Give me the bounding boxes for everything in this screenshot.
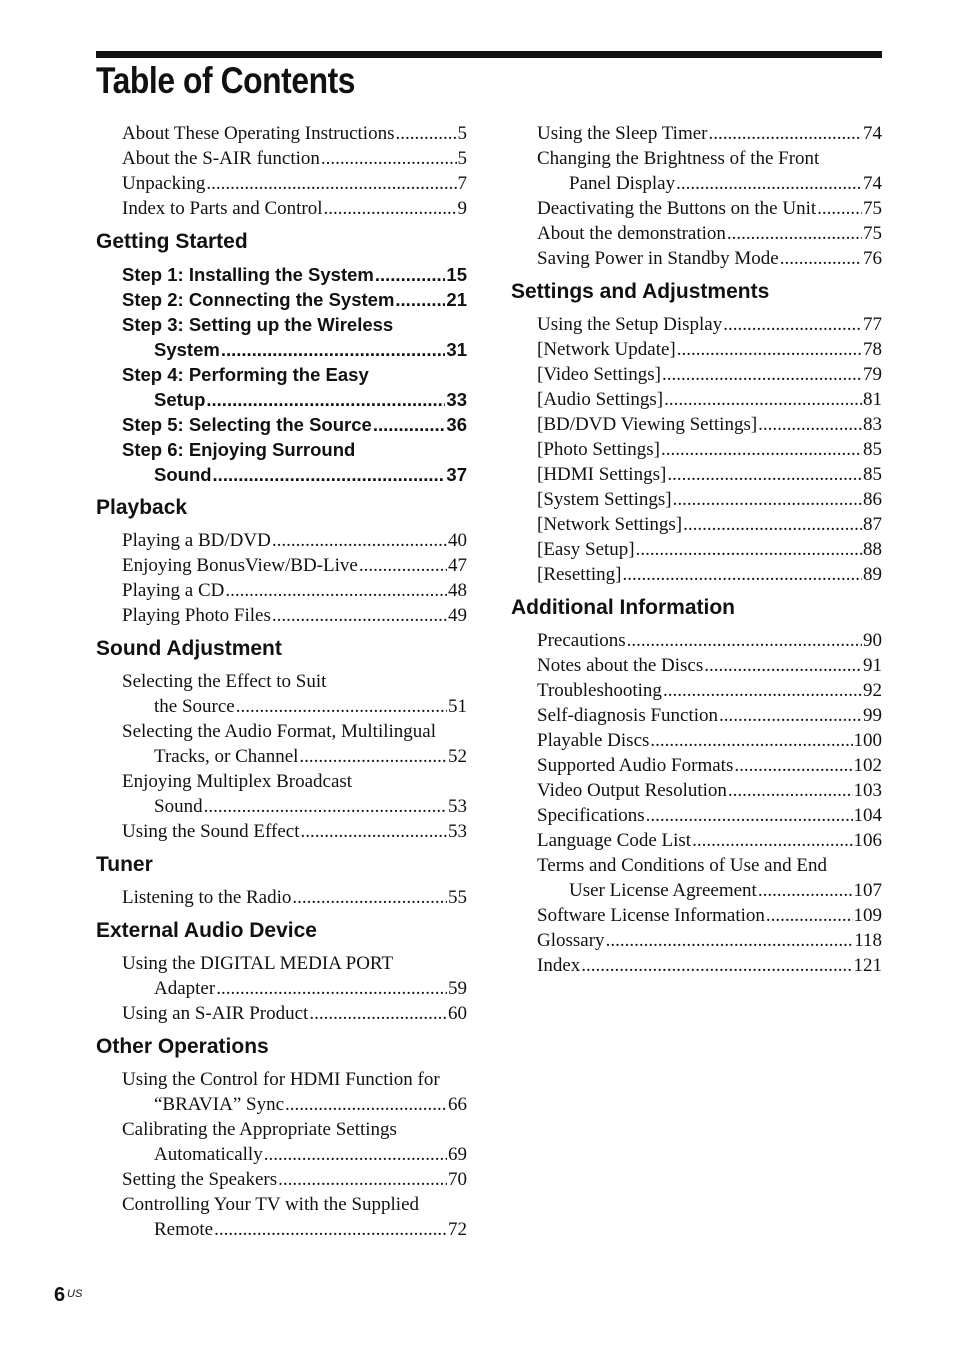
toc-entry-title: Playing a BD/DVD — [122, 530, 271, 551]
toc-entry-continuation — [122, 794, 467, 819]
toc-entry-glossary[interactable] — [537, 928, 882, 953]
toc-entry-troubleshooting[interactable] — [537, 678, 882, 703]
section-heading-settings-and-adjustments: Settings and Adjustments — [511, 280, 770, 303]
toc-entry-using-an-s-air-product[interactable] — [122, 1001, 467, 1026]
toc-entry-step-4-performing-the-easy[interactable] — [122, 362, 467, 412]
toc-entry-playable-discs[interactable] — [537, 728, 882, 753]
toc-entry-title: Using the Sound Effect — [122, 821, 300, 842]
toc-entry-line — [122, 1001, 467, 1026]
toc-entry-line — [122, 578, 467, 603]
page-ref: 99 — [863, 705, 882, 726]
toc-entry-title: Glossary — [537, 930, 605, 951]
toc-entry-about-these-operating-instructions[interactable] — [122, 121, 467, 146]
dot-leader — [214, 1217, 447, 1242]
toc-entry-continuation — [122, 462, 467, 487]
toc-entry-title-continued: the Source — [154, 696, 235, 717]
toc-entry-continuation — [122, 387, 467, 412]
dot-leader — [728, 778, 853, 803]
page-ref: 66 — [448, 1094, 467, 1115]
dot-leader — [225, 578, 447, 603]
toc-entry-line — [537, 337, 882, 362]
toc-entry-notes-about-the-discs[interactable] — [537, 653, 882, 678]
page-ref: 69 — [448, 1144, 467, 1165]
toc-entry-using-the-control-for-hdmi-function-for[interactable] — [122, 1067, 467, 1117]
toc-entry-continuation — [122, 976, 467, 1001]
toc-entry-continuation — [537, 171, 882, 196]
dot-leader — [692, 828, 852, 853]
toc-entry-title: Terms and Conditions of Use and End — [537, 855, 827, 876]
dot-leader — [581, 953, 852, 978]
toc-entry-title: Unpacking — [122, 173, 206, 194]
page-ref: 5 — [457, 148, 467, 169]
toc-entry-title-continued: Sound — [154, 796, 203, 817]
page-ref: 36 — [446, 414, 467, 435]
toc-entry-line — [122, 603, 467, 628]
toc-entry-title: Notes about the Discs — [537, 655, 704, 676]
toc-entry-title: Listening to the Radio — [122, 887, 292, 908]
toc-entry-line — [537, 928, 882, 953]
toc-entry-title: Software License Information — [537, 905, 765, 926]
toc-entry-line — [537, 953, 882, 978]
toc-entry-playing-a-bd-dvd[interactable] — [122, 528, 467, 553]
page-ref: 53 — [448, 821, 467, 842]
dot-leader — [221, 337, 446, 362]
toc-entry-line — [537, 828, 882, 853]
dot-leader — [321, 146, 457, 171]
toc-entry-step-5-selecting-the-source[interactable] — [122, 412, 467, 437]
toc-entry-step-1-installing-the-system[interactable] — [122, 262, 467, 287]
toc-entry-using-the-sleep-timer[interactable] — [537, 121, 882, 146]
page-ref: 106 — [853, 830, 882, 851]
page-ref: 33 — [446, 389, 467, 410]
toc-entry-title: Self-diagnosis Function — [537, 705, 719, 726]
toc-entry-software-license-information[interactable] — [537, 903, 882, 928]
toc-entry-title: Video Output Resolution — [537, 780, 727, 801]
page-ref: 51 — [448, 696, 467, 717]
toc-column-left — [96, 121, 467, 1242]
toc-entry-line — [537, 628, 882, 653]
dot-leader — [213, 462, 446, 487]
dot-leader — [373, 412, 446, 437]
toc-entry-line — [537, 903, 882, 928]
page-ref: 7 — [457, 173, 467, 194]
toc-entry-title: Using the Setup Display — [537, 314, 723, 335]
toc-entry-enjoying-multiplex-broadcast[interactable] — [122, 769, 467, 819]
toc-entry-title: Index to Parts and Control — [122, 198, 323, 219]
toc-entry-step-3-setting-up-the-wireless[interactable] — [122, 312, 467, 362]
page-ref: 55 — [448, 887, 467, 908]
dot-leader — [727, 221, 862, 246]
toc-entry-step-6-enjoying-surround[interactable] — [122, 437, 467, 487]
page-ref: 59 — [448, 978, 467, 999]
page-ref: 100 — [853, 730, 882, 751]
toc-entry-title: Index — [537, 955, 581, 976]
toc-entry-playing-a-cd[interactable] — [122, 578, 467, 603]
toc-entry-title-continued: Panel Display — [569, 173, 676, 194]
toc-entry-title: Step 3: Setting up the Wireless — [122, 314, 394, 335]
dot-leader — [704, 653, 862, 678]
page-ref: 60 — [448, 1003, 467, 1024]
page-ref: 37 — [446, 464, 467, 485]
page-ref: 75 — [863, 198, 882, 219]
toc-entry-title: Language Code List — [537, 830, 692, 851]
toc-entry-setting-the-speakers[interactable] — [122, 1167, 467, 1192]
toc-entry-title: Changing the Brightness of the Front — [537, 148, 820, 169]
toc-entry-network-settings[interactable] — [537, 512, 882, 537]
toc-entry-continuation — [122, 337, 467, 362]
toc-entry-title: Setting the Speakers — [122, 1169, 278, 1190]
toc-entry-line — [537, 753, 882, 778]
dot-leader — [723, 312, 862, 337]
toc-entry-index-to-parts-and-control[interactable] — [122, 196, 467, 221]
page-ref: 83 — [863, 414, 882, 435]
toc-entry-title-continued: System — [154, 339, 220, 360]
section-heading-external-audio-device: External Audio Device — [96, 919, 317, 942]
toc-entry-precautions[interactable] — [537, 628, 882, 653]
toc-entry-audio-settings[interactable] — [537, 387, 882, 412]
toc-entry-line — [537, 387, 882, 412]
toc-entry-title: [HDMI Settings] — [537, 464, 667, 485]
toc-entry-title: Playing a CD — [122, 580, 225, 601]
page-ref: 9 — [457, 198, 467, 219]
page-ref: 76 — [863, 248, 882, 269]
toc-entry-title: Step 6: Enjoying Surround — [122, 439, 356, 460]
page-ref: 89 — [863, 564, 882, 585]
dot-leader — [780, 246, 862, 271]
dot-leader — [359, 553, 447, 578]
dot-leader — [646, 803, 853, 828]
toc-entry-unpacking[interactable] — [122, 171, 467, 196]
toc-entry-line — [537, 487, 882, 512]
toc-entry-title: [System Settings] — [537, 489, 672, 510]
toc-entry-playing-photo-files[interactable] — [122, 603, 467, 628]
toc-entry-title-continued: Tracks, or Channel — [154, 746, 299, 767]
toc-entry-line — [537, 312, 882, 337]
section-heading-additional-information: Additional Information — [511, 596, 735, 619]
dot-leader — [758, 878, 853, 903]
page-number: 6 — [54, 1284, 66, 1306]
toc-entry-line — [537, 562, 882, 587]
page-ref: 85 — [863, 464, 882, 485]
page-ref: 92 — [863, 680, 882, 701]
dot-leader — [817, 196, 862, 221]
dot-leader — [734, 753, 852, 778]
page-ref: 53 — [448, 796, 467, 817]
dot-leader — [606, 928, 854, 953]
dot-leader — [292, 885, 447, 910]
toc-entry-continuation — [537, 878, 882, 903]
page-ref: 49 — [448, 605, 467, 626]
page-ref: 74 — [863, 173, 882, 194]
dot-leader — [206, 387, 445, 412]
toc-entry-title-continued: Adapter — [154, 978, 216, 999]
toc-entry-changing-the-brightness-of-the-front[interactable] — [537, 146, 882, 196]
dot-leader — [677, 337, 862, 362]
toc-entry-step-2-connecting-the-system[interactable] — [122, 287, 467, 312]
toc-entry-line — [122, 412, 467, 437]
toc-entry-self-diagnosis-function[interactable] — [537, 703, 882, 728]
page-ref: 21 — [446, 289, 467, 310]
toc-entry-line — [122, 196, 467, 221]
toc-entry-selecting-the-audio-format-multilingual[interactable] — [122, 719, 467, 769]
toc-entry-line — [537, 537, 882, 562]
toc-entry-listening-to-the-radio[interactable] — [122, 885, 467, 910]
dot-leader — [663, 678, 862, 703]
toc-entry-supported-audio-formats[interactable] — [537, 753, 882, 778]
toc-entry-title: Step 1: Installing the System — [122, 264, 374, 285]
dot-leader — [236, 694, 447, 719]
toc-entry-title-continued: “BRAVIA” Sync — [154, 1094, 285, 1115]
title-rule — [96, 51, 882, 58]
toc-entry-title: Using the Control for HDMI Function for — [122, 1069, 440, 1090]
dot-leader — [661, 437, 862, 462]
toc-entry-title: About the S-AIR function — [122, 148, 320, 169]
toc-entry-title: [Easy Setup] — [537, 539, 635, 560]
section-heading-getting-started: Getting Started — [96, 230, 248, 253]
page-ref: 118 — [854, 930, 882, 951]
toc-entry-title-continued: Sound — [154, 464, 212, 485]
toc-entry-title: [Network Update] — [537, 339, 676, 360]
section-heading-tuner: Tuner — [96, 853, 153, 876]
page-ref: 78 — [863, 339, 882, 360]
toc-entry-enjoying-bonusview-bd-live[interactable] — [122, 553, 467, 578]
toc-entry-line — [537, 246, 882, 271]
toc-entry-title: Selecting the Audio Format, Multilingual — [122, 721, 437, 742]
toc-entry-title: Precautions — [537, 630, 626, 651]
toc-entry-line — [122, 528, 467, 553]
toc-entry-line — [537, 653, 882, 678]
toc-entry-line — [122, 885, 467, 910]
toc-entry-title: Using the DIGITAL MEDIA PORT — [122, 953, 394, 974]
toc-entry-title-continued: Setup — [154, 389, 206, 410]
dot-leader — [766, 903, 853, 928]
dot-leader — [301, 819, 448, 844]
dot-leader — [719, 703, 862, 728]
toc-entry-line — [122, 553, 467, 578]
toc-entry-title: [Network Settings] — [537, 514, 683, 535]
page-ref: 81 — [863, 389, 882, 410]
toc-entry-about-the-demonstration[interactable] — [537, 221, 882, 246]
dot-leader — [216, 976, 447, 1001]
toc-entry-title: [Audio Settings] — [537, 389, 664, 410]
toc-entry-line — [537, 803, 882, 828]
dot-leader — [395, 287, 445, 312]
toc-entry-line — [122, 819, 467, 844]
toc-entry-title: Step 5: Selecting the Source — [122, 414, 372, 435]
page-ref: 109 — [853, 905, 882, 926]
toc-entry-line — [122, 1167, 467, 1192]
page-ref: 102 — [853, 755, 882, 776]
page-ref: 104 — [853, 805, 882, 826]
section-heading-playback: Playback — [96, 496, 188, 519]
toc-entry-title: Troubleshooting — [537, 680, 662, 701]
toc-entry-line — [537, 703, 882, 728]
toc-entry-specifications[interactable] — [537, 803, 882, 828]
toc-entry-title: Using an S-AIR Product — [122, 1003, 309, 1024]
dot-leader — [650, 728, 852, 753]
page-ref: 85 — [863, 439, 882, 460]
toc-entry-title: [Photo Settings] — [537, 439, 660, 460]
toc-entry-calibrating-the-appropriate-settings[interactable] — [122, 1117, 467, 1167]
page-ref: 48 — [448, 580, 467, 601]
dot-leader — [299, 744, 447, 769]
toc-entry-title: Specifications — [537, 805, 645, 826]
toc-entry-resetting[interactable] — [537, 562, 882, 587]
toc-column-right — [511, 121, 882, 978]
page-ref: 103 — [853, 780, 882, 801]
toc-entry-line — [122, 171, 467, 196]
dot-leader — [285, 1092, 447, 1117]
toc-entry-title: Enjoying BonusView/BD-Live — [122, 555, 358, 576]
toc-entry-title: Step 4: Performing the Easy — [122, 364, 369, 385]
toc-entry-title: [Video Settings] — [537, 364, 661, 385]
page-title: Table of Contents — [96, 60, 356, 101]
toc-entry-line — [122, 121, 467, 146]
dot-leader — [662, 362, 862, 387]
dot-leader — [676, 171, 862, 196]
page-ref: 86 — [863, 489, 882, 510]
dot-leader — [395, 121, 456, 146]
toc-entry-hdmi-settings[interactable] — [537, 462, 882, 487]
page-ref: 79 — [863, 364, 882, 385]
toc-entry-line — [537, 196, 882, 221]
toc-entry-about-the-s-air-function[interactable] — [122, 146, 467, 171]
dot-leader — [206, 171, 456, 196]
toc-entry-title: Controlling Your TV with the Supplied — [122, 1194, 419, 1215]
toc-entry-language-code-list[interactable] — [537, 828, 882, 853]
dot-leader — [758, 412, 862, 437]
toc-entry-line — [537, 678, 882, 703]
toc-entry-using-the-sound-effect[interactable] — [122, 819, 467, 844]
page-ref: 70 — [448, 1169, 467, 1190]
toc-entry-title-continued: Remote — [154, 1219, 214, 1240]
dot-leader — [375, 262, 446, 287]
toc-entry-line — [537, 778, 882, 803]
page-ref: 74 — [863, 123, 882, 144]
dot-leader — [667, 462, 862, 487]
toc-entry-title-continued: Automatically — [154, 1144, 263, 1165]
page-ref: 31 — [446, 339, 467, 360]
toc-entry-selecting-the-effect-to-suit[interactable] — [122, 669, 467, 719]
toc-entry-title: [Resetting] — [537, 564, 622, 585]
toc-entry-system-settings[interactable] — [537, 487, 882, 512]
page-ref: 121 — [853, 955, 882, 976]
dot-leader — [264, 1142, 447, 1167]
toc-entry-title: [BD/DVD Viewing Settings] — [537, 414, 758, 435]
page-ref: 47 — [448, 555, 467, 576]
toc-entry-continuation — [122, 694, 467, 719]
toc-entry-continuation — [122, 744, 467, 769]
toc-entry-video-output-resolution[interactable] — [537, 778, 882, 803]
toc-entry-video-settings[interactable] — [537, 362, 882, 387]
toc-entry-title-continued: User License Agreement — [569, 880, 757, 901]
toc-entry-title: Enjoying Multiplex Broadcast — [122, 771, 353, 792]
toc-entry-title: Using the Sleep Timer — [537, 123, 708, 144]
toc-entry-easy-setup[interactable] — [537, 537, 882, 562]
toc-entry-using-the-setup-display[interactable] — [537, 312, 882, 337]
page-ref: 75 — [863, 223, 882, 244]
toc-entry-saving-power-in-standby-mode[interactable] — [537, 246, 882, 271]
section-heading-other-operations: Other Operations — [96, 1035, 269, 1058]
toc-entry-continuation — [122, 1092, 467, 1117]
dot-leader — [683, 512, 862, 537]
dot-leader — [622, 562, 862, 587]
page-ref: 72 — [448, 1219, 467, 1240]
toc-entry-line — [122, 146, 467, 171]
dot-leader — [673, 487, 862, 512]
toc-entry-photo-settings[interactable] — [537, 437, 882, 462]
page-ref: 52 — [448, 746, 467, 767]
toc-entry-line — [537, 221, 882, 246]
toc-entry-line — [537, 728, 882, 753]
page-ref: 15 — [446, 264, 467, 285]
toc-entry-continuation — [122, 1217, 467, 1242]
toc-entry-title: Supported Audio Formats — [537, 755, 734, 776]
toc-entry-deactivating-the-buttons-on-the-unit[interactable] — [537, 196, 882, 221]
section-heading-sound-adjustment: Sound Adjustment — [96, 637, 282, 660]
toc-entry-index[interactable] — [537, 953, 882, 978]
toc-entry-title: Playing Photo Files — [122, 605, 271, 626]
dot-leader — [636, 537, 862, 562]
toc-entry-title: Step 2: Connecting the System — [122, 289, 395, 310]
toc-entry-title: Selecting the Effect to Suit — [122, 671, 327, 692]
page-number-suffix: US — [67, 1288, 83, 1300]
toc-entry-title: About the demonstration — [537, 223, 726, 244]
toc-entry-continuation — [122, 1142, 467, 1167]
dot-leader — [708, 121, 862, 146]
page-ref: 107 — [853, 880, 882, 901]
toc-entry-line — [537, 121, 882, 146]
page-ref: 91 — [863, 655, 882, 676]
toc-entry-terms-and-conditions-of-use-and-end[interactable] — [537, 853, 882, 903]
toc-entry-line — [537, 512, 882, 537]
dot-leader — [664, 387, 862, 412]
toc-entry-line — [122, 262, 467, 287]
toc-entry-bd-dvd-viewing-settings[interactable] — [537, 412, 882, 437]
toc-entry-using-the-digital-media-port[interactable] — [122, 951, 467, 1001]
toc-entry-title: Playable Discs — [537, 730, 650, 751]
toc-entry-line — [537, 412, 882, 437]
toc-entry-line — [537, 362, 882, 387]
dot-leader — [309, 1001, 447, 1026]
toc-entry-line — [122, 287, 467, 312]
toc-entry-network-update[interactable] — [537, 337, 882, 362]
dot-leader — [272, 528, 447, 553]
dot-leader — [272, 603, 447, 628]
page-ref: 87 — [863, 514, 882, 535]
dot-leader — [278, 1167, 447, 1192]
toc-entry-line — [537, 437, 882, 462]
dot-leader — [204, 794, 447, 819]
page-ref: 5 — [457, 123, 467, 144]
toc-entry-line — [537, 462, 882, 487]
dot-leader — [324, 196, 457, 221]
page-ref: 90 — [863, 630, 882, 651]
toc-entry-title: Deactivating the Buttons on the Unit — [537, 198, 817, 219]
dot-leader — [627, 628, 862, 653]
toc-entry-title: Saving Power in Standby Mode — [537, 248, 779, 269]
page-ref: 40 — [448, 530, 467, 551]
page-ref: 77 — [863, 314, 882, 335]
toc-entry-title: About These Operating Instructions — [122, 123, 395, 144]
page-ref: 88 — [863, 539, 882, 560]
toc-entry-title: Calibrating the Appropriate Settings — [122, 1119, 397, 1140]
toc-entry-controlling-your-tv-with-the-supplied[interactable] — [122, 1192, 467, 1242]
